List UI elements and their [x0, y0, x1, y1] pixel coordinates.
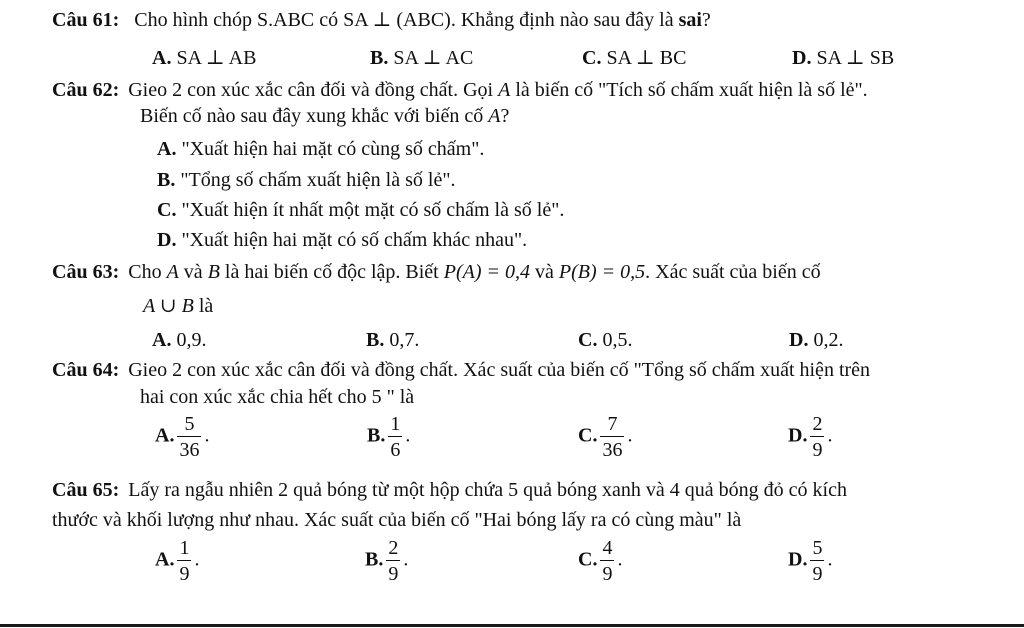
- option-text: "Xuất hiện hai mặt có số chấm khác nhau".: [181, 229, 528, 251]
- question-65-line2: [52, 510, 741, 530]
- option-text: "Xuất hiện hai mặt có cùng số chấm".: [181, 138, 485, 160]
- q61-option-b[interactable]: [370, 48, 473, 68]
- question-62-text: Gieo 2 con xúc xắc cân đối và đồng chất. Gọi: [128, 79, 499, 101]
- period: .: [617, 548, 623, 571]
- option-letter: A.: [152, 47, 172, 69]
- period: .: [827, 424, 833, 447]
- fraction-denominator: 36: [177, 436, 201, 460]
- union-expression: A ∪ B: [143, 295, 194, 317]
- option-letter: C.: [582, 47, 602, 69]
- question-61: [52, 10, 711, 30]
- option-letter: D.: [157, 229, 177, 251]
- question-65-line1: [52, 480, 847, 500]
- fraction: [388, 414, 402, 460]
- fraction-numerator: 1: [179, 537, 190, 559]
- question-62-line2: [140, 106, 509, 126]
- question-62-text: ?: [500, 105, 510, 127]
- period: .: [204, 424, 210, 447]
- question-65-label: Câu 65:: [52, 479, 120, 501]
- fraction: [810, 538, 824, 584]
- option-letter: A.: [155, 548, 175, 571]
- q62-option-b[interactable]: [157, 170, 456, 190]
- q61-option-c[interactable]: [582, 48, 686, 68]
- q64-option-a[interactable]: [155, 414, 209, 460]
- fraction-numerator: 4: [602, 537, 613, 559]
- q62-option-c[interactable]: [157, 200, 564, 220]
- option-letter: C.: [157, 199, 177, 221]
- q61-option-d[interactable]: [792, 48, 894, 68]
- option-letter: C.: [578, 548, 598, 571]
- option-letter: A.: [157, 138, 177, 160]
- option-letter: A.: [152, 329, 172, 351]
- q65-option-b[interactable]: [365, 538, 408, 584]
- period: .: [405, 424, 411, 447]
- option-text: SA ⊥ AB: [176, 47, 257, 69]
- question-63-line2: [143, 296, 213, 316]
- option-letter: D.: [792, 47, 812, 69]
- option-text: SA ⊥ BC: [606, 47, 687, 69]
- fraction-denominator: 9: [600, 560, 614, 584]
- question-64-label: Câu 64:: [52, 359, 120, 381]
- fraction: [810, 414, 824, 460]
- option-letter: C.: [578, 329, 598, 351]
- fraction-denominator: 9: [177, 560, 191, 584]
- q63-option-b[interactable]: [366, 330, 419, 350]
- question-65-text: thước và khối lượng như nhau. Xác suất của biến cố "Hai bóng lấy ra có cùng màu" là: [52, 509, 742, 531]
- probability-b: P(B) = 0,5: [558, 261, 646, 283]
- question-65-text: Lấy ra ngẫu nhiên 2 quả bóng từ một hộp chứa 5 quả bóng xanh và 4 quả bóng đỏ có kích: [128, 479, 847, 501]
- option-text: 0,7.: [389, 329, 420, 351]
- option-text: SA ⊥ AC: [393, 47, 474, 69]
- var-b: B: [207, 261, 220, 283]
- fraction-denominator: 9: [810, 560, 824, 584]
- question-63-text: là hai biến cố độc lập. Biết: [219, 261, 444, 283]
- question-62-label: Câu 62:: [52, 79, 120, 101]
- fraction-denominator: 9: [810, 436, 824, 460]
- fraction-numerator: 2: [812, 413, 823, 435]
- option-letter: B.: [367, 424, 386, 447]
- option-letter: B.: [366, 329, 385, 351]
- fraction-numerator: 5: [812, 537, 823, 559]
- option-text: 0,9.: [176, 329, 207, 351]
- question-61-text-end: ?: [701, 9, 711, 31]
- option-letter: B.: [370, 47, 389, 69]
- option-text: 0,5.: [602, 329, 633, 351]
- fraction-numerator: 1: [390, 413, 401, 435]
- bottom-divider: [0, 624, 1024, 627]
- question-63-line1: [52, 262, 821, 282]
- q64-option-c[interactable]: [578, 414, 632, 460]
- q63-option-a[interactable]: [152, 330, 206, 350]
- fraction: [177, 538, 191, 584]
- option-letter: B.: [157, 169, 176, 191]
- period: .: [403, 548, 409, 571]
- option-letter: D.: [789, 329, 809, 351]
- fraction: [386, 538, 400, 584]
- option-letter: B.: [365, 548, 384, 571]
- q61-option-a[interactable]: [152, 48, 256, 68]
- option-letter: C.: [578, 424, 598, 447]
- fraction-numerator: 2: [388, 537, 399, 559]
- var-a: A: [498, 79, 511, 101]
- question-62-line1: [52, 80, 868, 100]
- option-text: 0,2.: [813, 329, 844, 351]
- question-63-text: Cho: [128, 261, 167, 283]
- period: .: [827, 548, 833, 571]
- option-letter: D.: [788, 424, 808, 447]
- fraction: [177, 414, 201, 460]
- question-64-line1: [52, 360, 870, 380]
- period: .: [194, 548, 200, 571]
- question-61-label: Câu 61:: [52, 9, 120, 31]
- question-63-text: và: [529, 261, 559, 283]
- option-text: SA ⊥ SB: [816, 47, 895, 69]
- question-64-line2: [140, 387, 414, 407]
- var-a: A: [488, 105, 501, 127]
- option-letter: D.: [788, 548, 808, 571]
- question-62-text: Biến cố nào sau đây xung khắc với biến cố: [140, 105, 489, 127]
- question-63-text: là: [193, 295, 214, 317]
- question-61-text: Cho hình chóp S.ABC có SA ⊥ (ABC). Khẳng định nào sau đây là: [134, 9, 679, 31]
- fraction-denominator: 9: [386, 560, 400, 584]
- q65-option-a[interactable]: [155, 538, 199, 584]
- period: .: [627, 424, 633, 447]
- option-text: "Xuất hiện ít nhất một mặt có số chấm là số lẻ".: [181, 199, 565, 221]
- q64-option-b[interactable]: [367, 414, 410, 460]
- fraction: [600, 414, 624, 460]
- question-64-text: hai con xúc xắc chia hết cho 5 " là: [140, 386, 415, 408]
- option-letter: A.: [155, 424, 175, 447]
- question-63-label: Câu 63:: [52, 261, 120, 283]
- option-text: "Tổng số chấm xuất hiện là số lẻ".: [180, 169, 456, 191]
- fraction-numerator: 7: [607, 413, 618, 435]
- question-64-text: Gieo 2 con xúc xắc cân đối và đồng chất. Xác suất của biến cố "Tổng số chấm xuất hiện trên: [128, 359, 871, 381]
- fraction: [600, 538, 614, 584]
- question-63-text: và: [178, 261, 208, 283]
- fraction-numerator: 5: [184, 413, 195, 435]
- probability-a: P(A) = 0,4: [443, 261, 530, 283]
- q62-option-a[interactable]: [157, 139, 484, 159]
- var-a: A: [166, 261, 179, 283]
- question-63-text: . Xác suất của biến cố: [645, 261, 821, 283]
- q63-option-c[interactable]: [578, 330, 632, 350]
- question-61-bold-word: sai: [678, 9, 702, 31]
- q62-option-d[interactable]: [157, 230, 527, 250]
- q63-option-d[interactable]: [789, 330, 843, 350]
- q65-option-d[interactable]: [788, 538, 832, 584]
- q65-option-c[interactable]: [578, 538, 622, 584]
- fraction-denominator: 6: [388, 436, 402, 460]
- question-62-text: là biến cố "Tích số chấm xuất hiện là số lẻ".: [510, 79, 868, 101]
- q64-option-d[interactable]: [788, 414, 832, 460]
- fraction-denominator: 36: [600, 436, 624, 460]
